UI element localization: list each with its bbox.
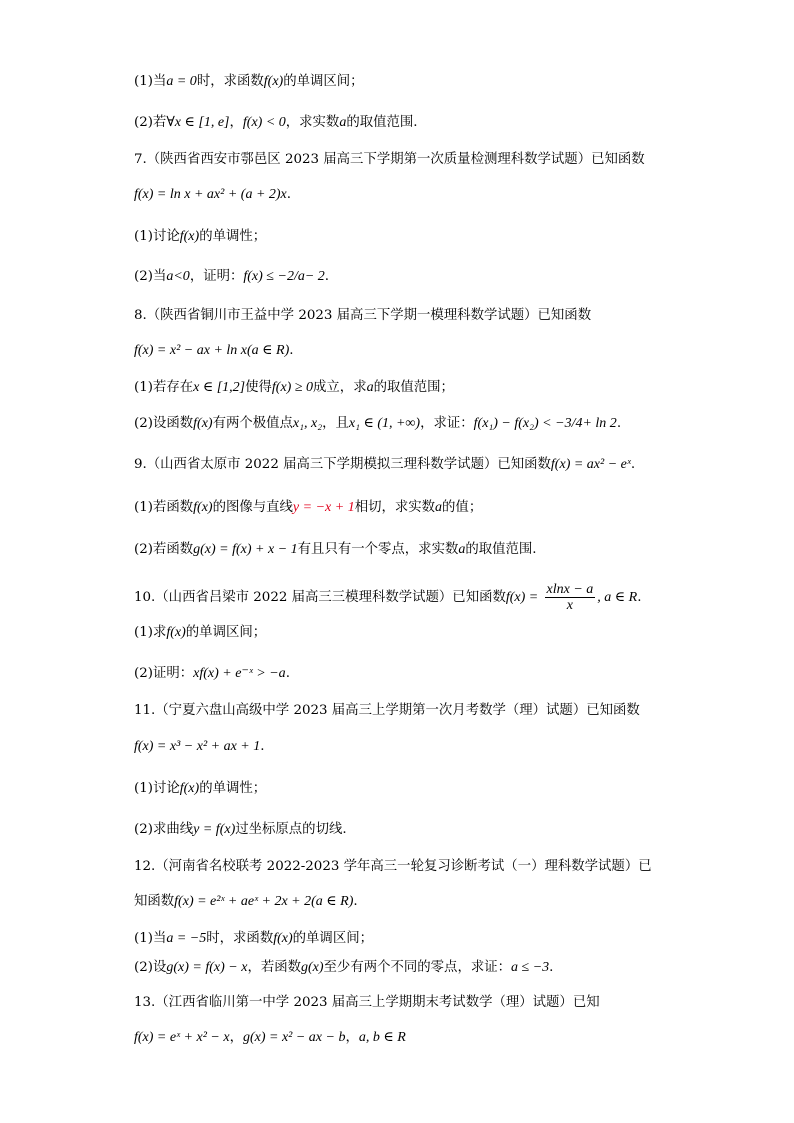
line-23: [134, 930, 664, 948]
text: (1)若函数: [134, 500, 194, 515]
text: 8.（陕西省铜川市王益中学 2023 届高三下学期一模理科数学试题）已知函数: [134, 308, 592, 323]
math: f(x) < 0: [242, 115, 286, 130]
text: 相切，求实数: [354, 500, 436, 515]
math: f(x) ≤ −: [243, 269, 287, 284]
math: f(x) =: [505, 590, 539, 605]
text: 的图像与直线: [212, 500, 293, 515]
text: 10.（山西省吕梁市 2022 届高三三模理科数学试题）已知函数: [134, 590, 506, 605]
text: 13.（江西省临川第一中学 2023 届高三上学期期末考试数学（理）试题）已知: [134, 995, 600, 1010]
math: f(x) = e²ˣ + aeˣ + 2x + 2(a ∈ R): [174, 894, 354, 909]
text: (1)求: [134, 625, 167, 640]
math: g(x): [301, 960, 324, 975]
math-highlight: y = −x + 1: [292, 500, 355, 515]
text: .: [549, 960, 554, 975]
text: .: [260, 739, 265, 754]
line-7-problem-8: [134, 307, 664, 325]
line-15: [134, 624, 664, 642]
line-26: [134, 1029, 664, 1047]
math: a: [458, 542, 466, 557]
text: 的取值范围.: [465, 542, 537, 557]
text: 12.（河南省名校联考 2022-2023 学年高三一轮复习诊断考试（一）理科数学试题）已: [134, 859, 652, 874]
math: y = f(x): [193, 822, 236, 837]
text: .: [285, 666, 290, 681]
math: − 2: [304, 269, 325, 284]
text: ，求实数: [285, 115, 340, 130]
math: f(x): [193, 500, 213, 515]
text: (2)设: [134, 960, 167, 975]
text: .: [286, 187, 292, 202]
text: (1)当: [134, 931, 167, 946]
line-6: [134, 268, 664, 286]
math: a: [339, 115, 347, 130]
line-10: [134, 415, 664, 433]
text: ，且: [322, 416, 349, 431]
text: 9.（山西省太原市 2022 届高三下学期模拟三理科数学试题）已知函数: [134, 457, 551, 472]
text: (1)当: [134, 74, 167, 89]
line-22: [134, 893, 664, 911]
text: 有两个极值点: [212, 416, 293, 431]
line-14-problem-10: [134, 582, 664, 613]
text: 时，求函数: [206, 931, 274, 946]
text: ，: [229, 115, 243, 130]
text: 的值；: [442, 500, 483, 515]
math: a<0: [166, 269, 190, 284]
text: .: [637, 590, 642, 605]
math: a = 0: [166, 74, 197, 89]
math: 2/a: [286, 269, 305, 284]
line-18: [134, 738, 664, 756]
math: f(x) = ax² − eˣ: [550, 457, 631, 472]
math: f(x) ≥ 0: [271, 380, 314, 395]
math: f(x) = eˣ + x² − x: [134, 1030, 230, 1045]
math: f(x) = x² − ax + ln x: [134, 343, 247, 358]
text: 成立，求: [313, 380, 367, 395]
math: (a ∈ R): [247, 343, 290, 358]
math: g(x) = f(x) − x: [166, 960, 248, 975]
text: (2)求曲线: [134, 822, 194, 837]
text: 的取值范围；: [373, 380, 454, 395]
line-25-problem-13: [134, 994, 664, 1012]
math: , a ∈ R: [597, 590, 638, 605]
text: (2)若函数: [134, 542, 194, 557]
text: 有且只有一个零点，求实数: [297, 542, 459, 557]
math: f(x) = x³ − x² + ax + 1: [134, 739, 261, 754]
line-3-problem-7: [134, 151, 664, 169]
math: x ∈ [1,2]: [193, 380, 246, 395]
line-1: [134, 73, 664, 91]
line-12: [134, 499, 664, 517]
line-4: [134, 186, 664, 204]
line-16: [134, 665, 664, 683]
line-11-problem-9: [134, 456, 664, 474]
math: f(x₁) − f(x₂) < −: [473, 416, 565, 431]
line-5: [134, 228, 664, 246]
text: .: [616, 416, 622, 431]
line-8: [134, 342, 664, 360]
math: ∀x ∈ [1, e]: [166, 115, 230, 130]
line-21-problem-12: [134, 858, 664, 876]
math: f(x): [193, 416, 213, 431]
math: f(x) = ln x + ax² + (a + 2)x: [134, 187, 287, 202]
text: 的单调性；: [199, 229, 267, 244]
math: x₁ ∈ (1, +∞): [348, 416, 421, 431]
line-13: [134, 541, 664, 559]
math: + ln 2: [582, 416, 617, 431]
text: 的单调性；: [199, 781, 267, 796]
math: a, b ∈ R: [358, 1030, 406, 1045]
line-17-problem-11: [134, 702, 664, 720]
line-20: [134, 821, 664, 839]
fraction: [545, 582, 596, 613]
text: 过坐标原点的切线.: [235, 822, 347, 837]
text: .: [289, 343, 294, 358]
text: (2)证明：: [134, 666, 194, 681]
line-19: [134, 780, 664, 798]
text: ，求证：: [420, 416, 474, 431]
text: 的单调区间；: [292, 931, 373, 946]
math: a ≤ −3: [511, 960, 550, 975]
text: 至少有两个不同的零点，求证：: [323, 960, 512, 975]
fraction-numerator: xlnx − a: [546, 582, 594, 597]
text: (1)若存在: [134, 380, 194, 395]
text: (2)设函数: [134, 416, 194, 431]
text: 7.（陕西省西安市鄠邑区 2023 届高三下学期第一次质量检测理科数学试题）已知函数: [134, 152, 645, 167]
text: 的单调区间；: [185, 625, 267, 640]
math: f(x): [263, 74, 284, 89]
text: ，证明：: [189, 269, 244, 284]
math: xf(x) + e⁻ˣ > −a: [193, 666, 286, 681]
math: f(x): [179, 781, 200, 796]
line-2: [134, 114, 664, 132]
math: 3/4: [564, 416, 583, 431]
text: 知函数: [134, 894, 175, 909]
text: ，若函数: [247, 960, 301, 975]
math: f(x): [166, 625, 186, 640]
math: g(x) = x² − ax − b: [242, 1030, 346, 1045]
text: .: [324, 269, 330, 284]
line-9: [134, 379, 664, 397]
text: .: [630, 457, 636, 472]
math: a: [366, 380, 374, 395]
math: f(x): [273, 931, 293, 946]
text: ，: [345, 1030, 359, 1045]
line-24: [134, 959, 664, 977]
text: 11.（宁夏六盘山高级中学 2023 届高三上学期第一次月考数学（理）试题）已知函数: [134, 703, 640, 718]
text: 的取值范围.: [346, 115, 418, 130]
text: 的单调区间；: [283, 74, 364, 89]
math: g(x) = f(x) + x − 1: [193, 542, 298, 557]
math: f(x): [179, 229, 200, 244]
text: 使得: [245, 380, 272, 395]
math: a = −5: [166, 931, 207, 946]
math: a: [435, 500, 443, 515]
text: (2)若: [134, 115, 167, 130]
math: x₁, x₂: [292, 416, 323, 431]
text: (1)讨论: [134, 781, 180, 796]
text: 时，求函数: [196, 74, 264, 89]
text: (1)讨论: [134, 229, 180, 244]
text: (2)当: [134, 269, 167, 284]
fraction-denominator: x: [566, 598, 573, 613]
text: ，: [229, 1030, 243, 1045]
text: .: [353, 894, 358, 909]
